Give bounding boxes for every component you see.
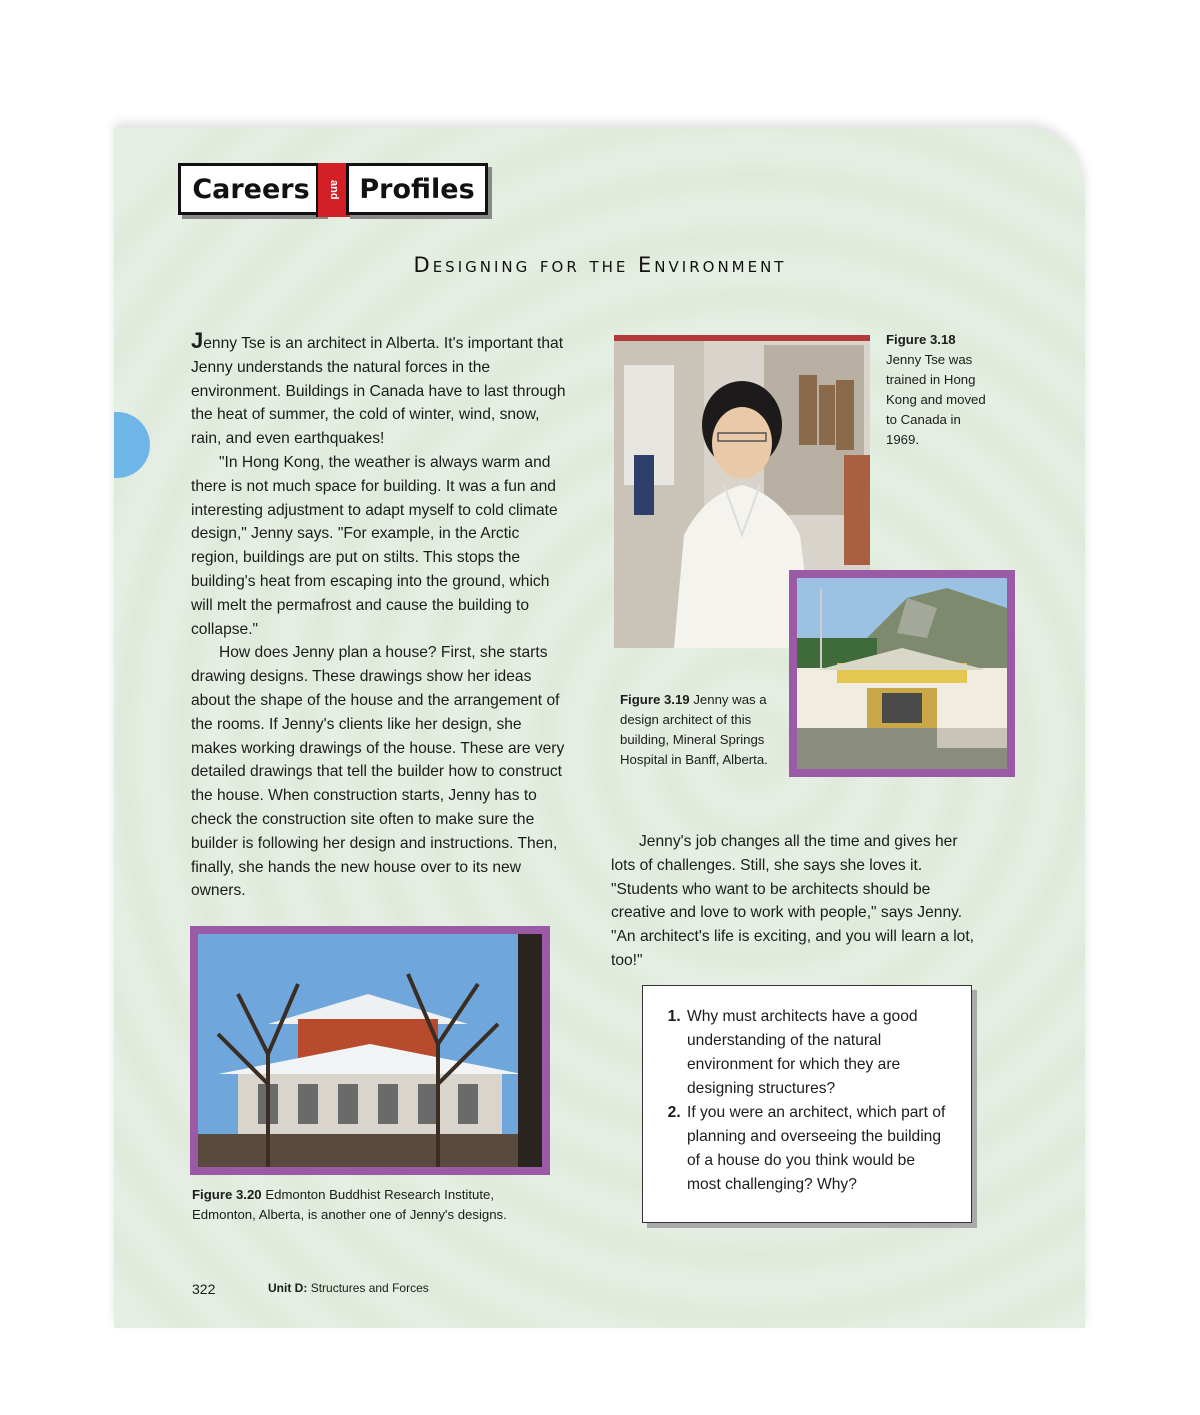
paragraph-1 — [191, 329, 571, 451]
unit-label — [268, 1281, 429, 1295]
drop-cap: J — [191, 328, 204, 353]
and-connector: and — [316, 163, 352, 217]
careers-label: Careers — [178, 163, 324, 215]
unit-title: Structures and Forces — [310, 1281, 429, 1295]
paragraph-1-text: enny Tse is an architect in Alberta. It's important that Jenny understands the natural forces in the environment. Buildings in Canada have to last through the heat of summer, the cold of winter, wind, snow, rain, and even earthquakes! — [191, 335, 566, 448]
questions-list — [643, 986, 971, 1197]
article-right-column — [611, 830, 986, 973]
section-title: Designing for the Environment — [413, 253, 787, 277]
figure-3-19-caption — [620, 690, 782, 770]
figure-3-18-text: Jenny Tse was trained in Hong Kong and moved to Canada in 1969. — [886, 352, 986, 447]
figure-3-20-text: Edmonton Buddhist Research Institute, Edmonton, Alberta, is another one of Jenny's designs. — [192, 1187, 507, 1222]
figure-3-20-caption — [192, 1185, 532, 1225]
questions-box — [642, 985, 972, 1223]
profiles-label: Profiles — [346, 163, 488, 215]
article-left-column — [191, 329, 571, 903]
figure-3-19-photo — [789, 570, 1015, 777]
question-1: 1. Why must architects have a good understanding of the natural environment for which they are designing structures? — [685, 1005, 951, 1101]
paragraph-3: How does Jenny plan a house? First, she starts drawing designs. These drawings show her ideas about the shape of the house and the arrangement of the rooms. If Jenny's clients like her design, she makes working drawings of the house. These are very detailed drawings that tell the builder how to construct the house. When construction starts, Jenny has to check the construction site often to make sure the builder is following her design and instructions. Then, finally, she hands the new house over to its new owners. — [191, 644, 565, 900]
figure-3-19-text: Jenny was a design architect of this building, Mineral Springs Hospital in Banff, Alberta. — [620, 692, 768, 767]
page-number: 322 — [192, 1281, 216, 1297]
figure-3-20-label: Figure 3.20 — [192, 1187, 262, 1202]
figure-3-19-label: Figure 3.19 — [620, 692, 690, 707]
unit-letter: D: — [294, 1281, 308, 1295]
figure-3-18-label: Figure 3.18 — [886, 332, 956, 347]
figure-3-20-photo — [190, 926, 550, 1175]
figure-3-18-caption — [886, 330, 996, 450]
paragraph-2: "In Hong Kong, the weather is always warm and there is not much space for building. It was a fun and interesting adjustment to adapt myself to cold climate design," Jenny says. "For example, in the Arctic region, buildings are put on stilts. This stops the building's heat from escaping into the ground, which will melt the permafrost and cause the building to collapse." — [191, 453, 558, 638]
question-2: 2. If you were an architect, which part of planning and overseeing the building of a house do you think would be most challenging? Why? — [685, 1101, 951, 1197]
unit-bold-label: Unit — [268, 1281, 292, 1295]
paragraph-4: Jenny's job changes all the time and gives her lots of challenges. Still, she says she loves it. "Students who want to be architects should be creative and love to work with people," says Jenny. "An architect's life is exciting, and you will learn a lot, too!" — [611, 833, 975, 969]
